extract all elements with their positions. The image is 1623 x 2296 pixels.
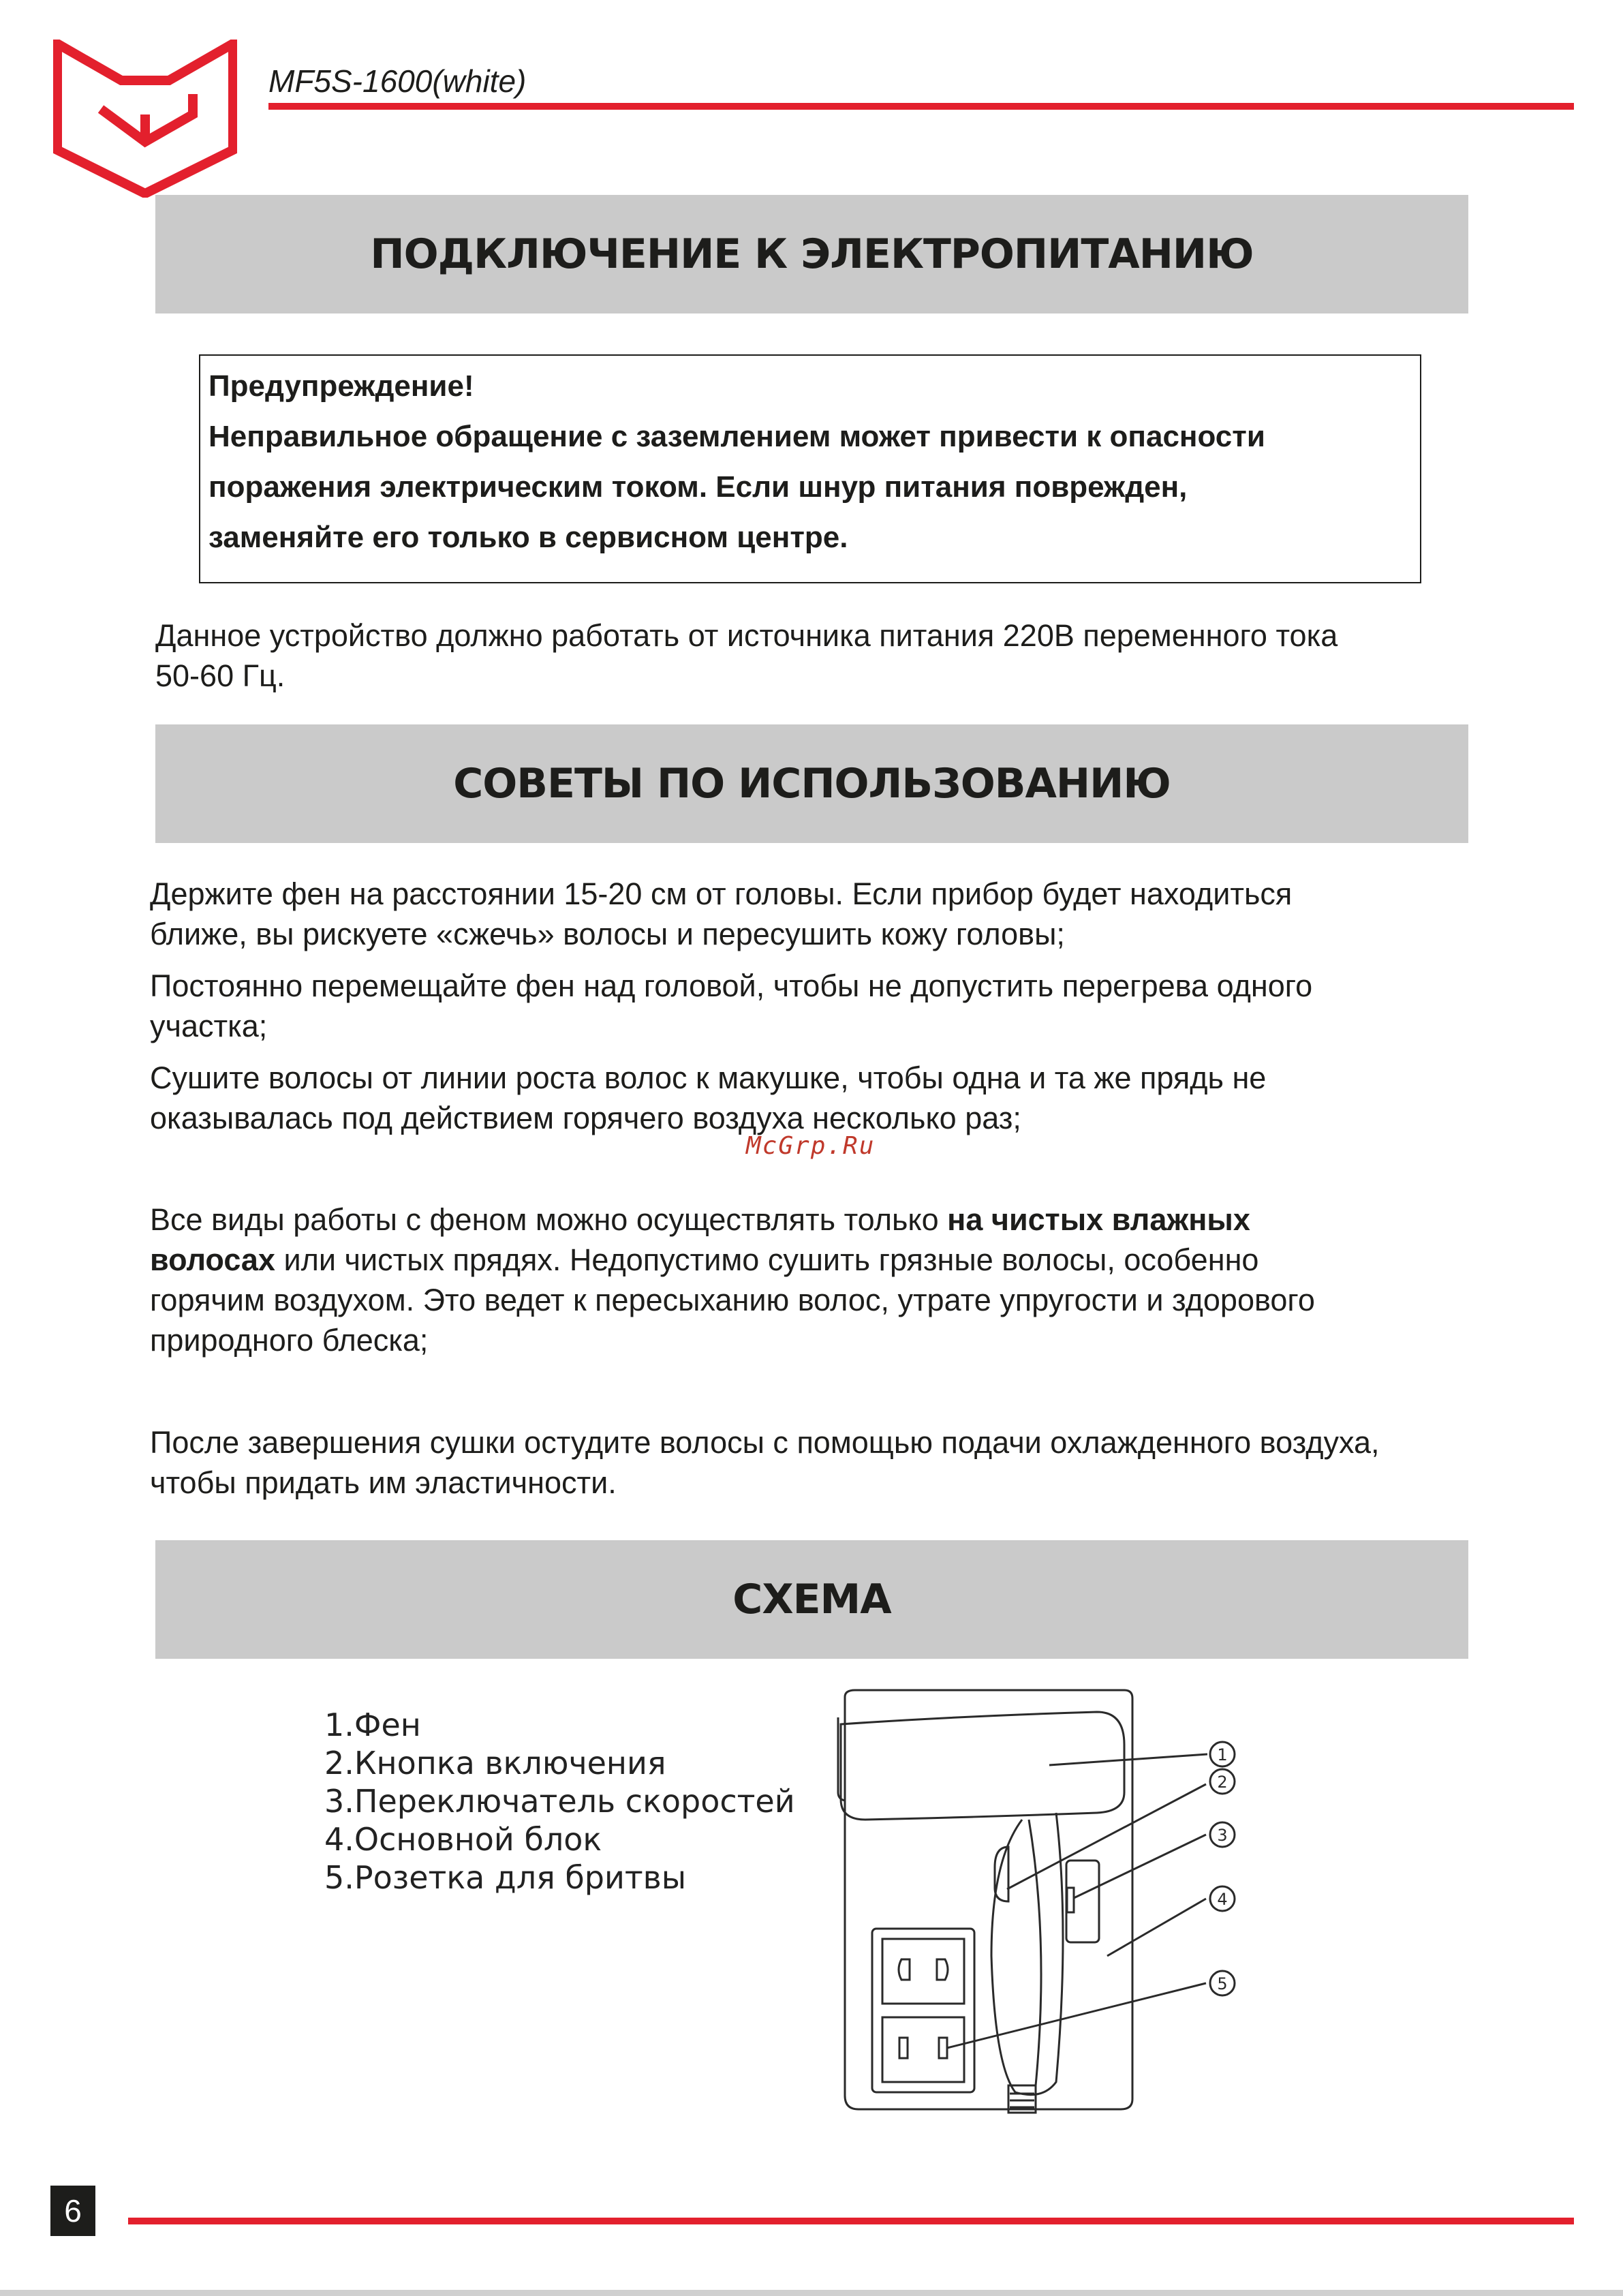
tip-item (150, 1058, 1312, 1138)
hair-dryer-diagram (824, 1683, 1261, 2133)
brand-logo-icon (53, 40, 237, 198)
watermark: McGrp.Ru (746, 1132, 876, 1160)
section-title-scheme: СХЕМА (155, 1540, 1468, 1659)
callout-3: 3 (1217, 1826, 1228, 1845)
warning-heading: Предупреждение! (208, 369, 474, 403)
cool-air-text (150, 1422, 1380, 1503)
text-line: участка; (150, 1009, 268, 1043)
callout-2: 2 (1217, 1773, 1228, 1792)
callout-4: 4 (1217, 1890, 1228, 1909)
clean-hair-text (150, 1199, 1315, 1360)
scheme-legend (324, 1706, 795, 1897)
side-controls (995, 1847, 1099, 1942)
tips-list (150, 874, 1312, 1150)
legend-item: 5.Розетка для бритвы (324, 1859, 687, 1896)
legend-item: 3.Переключатель скоростей (324, 1783, 795, 1820)
text-line: Сушите волосы от линии роста волос к макушке, чтобы одна и та же прядь не (150, 1060, 1267, 1095)
text-line: горячим воздухом. Это ведет к пересыханию волос, утрате упругости и здорового (150, 1283, 1315, 1317)
warning-line: заменяйте его только в сервисном центре. (208, 521, 848, 554)
text-line: Все виды работы с феном можно осуществлять только на чистых влажных (150, 1202, 1250, 1237)
text-line: ближе, вы рискуете «сжечь» волосы и пересушить кожу головы; (150, 917, 1065, 951)
legend-item: 2.Кнопка включения (324, 1745, 666, 1781)
callout-1: 1 (1217, 1745, 1228, 1764)
section-title-tips: СОВЕТЫ ПО ИСПОЛЬЗОВАНИЮ (155, 724, 1468, 843)
warning-box (199, 354, 1421, 583)
text-line: волосах или чистых прядях. Недопустимо сушить грязные волосы, особенно (150, 1242, 1259, 1277)
tip-item (150, 874, 1312, 954)
text-line: оказывалась под действием горячего воздуха несколько раз; (150, 1101, 1021, 1135)
text-line: чтобы придать им эластичности. (150, 1465, 617, 1500)
text-line: природного блеска; (150, 1323, 429, 1358)
footer-rule (128, 2218, 1574, 2224)
callout-leaders (947, 1754, 1207, 2048)
warning-line: поражения электрическим током. Если шнур питания поврежден, (208, 470, 1188, 504)
header-rule (268, 103, 1574, 110)
page-number: 6 (50, 2186, 95, 2236)
callout-5: 5 (1217, 1974, 1228, 1993)
warning-line: Неправильное обращение с заземлением может привести к опасности (208, 420, 1265, 453)
section-title-power: ПОДКЛЮЧЕНИЕ К ЭЛЕКТРОПИТАНИЮ (155, 195, 1468, 313)
model-name: MF5S-1600(white) (268, 63, 527, 99)
shaver-socket (872, 1929, 974, 2092)
text-line: 50-60 Гц. (155, 658, 285, 693)
power-requirements-text (155, 615, 1338, 696)
legend-item: 1.Фен (324, 1706, 421, 1743)
text-line: После завершения сушки остудите волосы с помощью подачи охлажденного воздуха, (150, 1425, 1380, 1460)
legend-item: 4.Основной блок (324, 1821, 602, 1858)
text-line: Данное устройство должно работать от источника питания 220В переменного тока (155, 618, 1338, 653)
text-line: Держите фен на расстоянии 15-20 см от головы. Если прибор будет находиться (150, 876, 1293, 911)
tip-item (150, 966, 1312, 1046)
text-line: Постоянно перемещайте фен над головой, чтобы не допустить перегрева одного (150, 968, 1313, 1003)
page-edge (0, 2290, 1623, 2296)
